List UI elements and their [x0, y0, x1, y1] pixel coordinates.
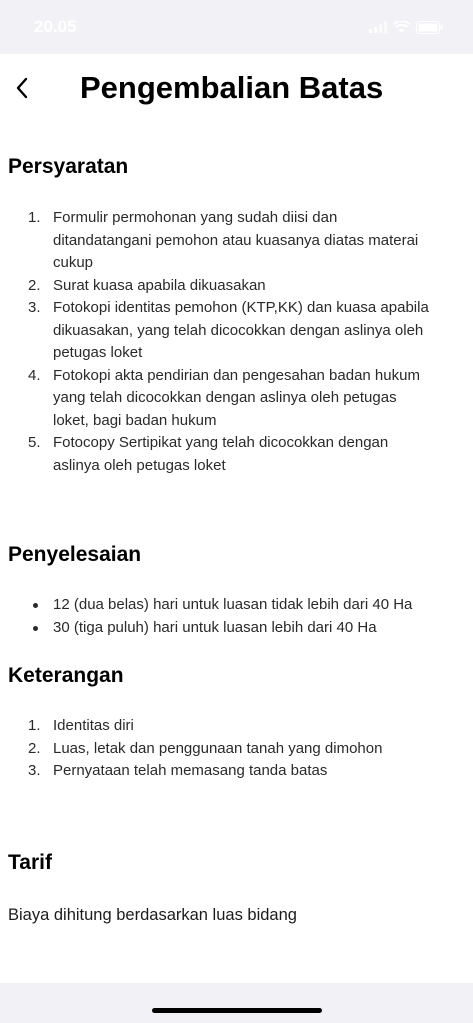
list-marker: 3. — [28, 762, 41, 779]
list-item — [0, 297, 473, 365]
keterangan-list — [0, 715, 473, 783]
section-heading-penyelesaian: Penyelesaian — [8, 543, 142, 566]
list-item-line: Surat kuasa apabila dikuasakan — [53, 276, 266, 294]
bullet-icon — [33, 626, 38, 631]
list-item-line: ditandatangani pemohon atau kuasanya diatas materai — [53, 231, 419, 249]
list-item-text: Luas, letak dan penggunaan tanah yang dimohon — [53, 739, 383, 757]
list-item — [0, 275, 473, 298]
list-item-line: Fotokopi identitas pemohon (KTP,KK) dan kuasa apabila — [53, 299, 429, 316]
list-item — [0, 432, 473, 477]
battery-icon — [416, 21, 443, 34]
status-icons — [369, 21, 443, 34]
section-heading-keterangan: Keterangan — [8, 664, 124, 687]
list-item-line: loket, bagi badan hukum — [53, 411, 217, 429]
list-item-line: petugas loket — [53, 344, 143, 361]
list-item — [0, 617, 473, 640]
persyaratan-list — [0, 207, 473, 477]
home-indicator-area — [0, 983, 473, 1023]
list-marker: 4. — [28, 366, 41, 384]
list-item-line: Fotocopy Sertipikat yang telah dicocokkan dengan — [53, 434, 389, 451]
list-marker: 2. — [28, 739, 41, 757]
tarif-text: Biaya dihitung berdasarkan luas bidang — [8, 906, 297, 924]
list-item-text: Identitas diri — [53, 717, 134, 734]
list-item-line: cukup — [53, 254, 94, 271]
page-title: Pengembalian Batas — [80, 70, 384, 105]
home-indicator[interactable] — [152, 1008, 322, 1013]
section-heading-persyaratan: Persyaratan — [8, 155, 129, 178]
list-item — [0, 365, 473, 433]
list-item-line: Formulir permohonan yang sudah diisi dan — [53, 209, 338, 226]
list-marker: 1. — [28, 209, 41, 226]
list-item-line: dikuasakan, yang telah dicocokkan dengan aslinya oleh — [53, 321, 424, 339]
list-item-line: aslinya oleh petugas loket — [53, 456, 226, 474]
list-item — [0, 738, 473, 761]
list-marker: 3. — [28, 299, 41, 316]
list-marker: 5. — [28, 434, 41, 451]
signal-icon — [369, 21, 387, 33]
status-bar — [0, 0, 473, 54]
list-item-text: 12 (dua belas) hari untuk luasan tidak lebih dari 40 Ha — [53, 596, 413, 613]
chevron-left-icon — [15, 77, 29, 99]
bullet-icon — [33, 603, 38, 608]
list-item-line: yang telah dicocokkan dengan aslinya oleh petugas — [53, 389, 397, 406]
list-item — [0, 207, 473, 275]
list-item-line: Fotokopi akta pendirian dan pengesahan badan hukum — [53, 366, 420, 384]
list-item-text: 30 (tiga puluh) hari untuk luasan lebih dari 40 Ha — [53, 618, 377, 636]
back-button[interactable] — [6, 70, 38, 106]
list-item — [0, 594, 473, 617]
list-marker: 2. — [28, 276, 41, 294]
list-marker: 1. — [28, 717, 41, 734]
list-item — [0, 760, 473, 783]
section-heading-tarif: Tarif — [8, 851, 52, 874]
navigation-bar — [0, 54, 473, 124]
penyelesaian-list — [0, 594, 473, 639]
status-time: 20.05 — [34, 17, 77, 36]
list-item-text: Pernyataan telah memasang tanda batas — [53, 762, 328, 779]
list-item — [0, 715, 473, 738]
wifi-icon — [393, 21, 410, 33]
